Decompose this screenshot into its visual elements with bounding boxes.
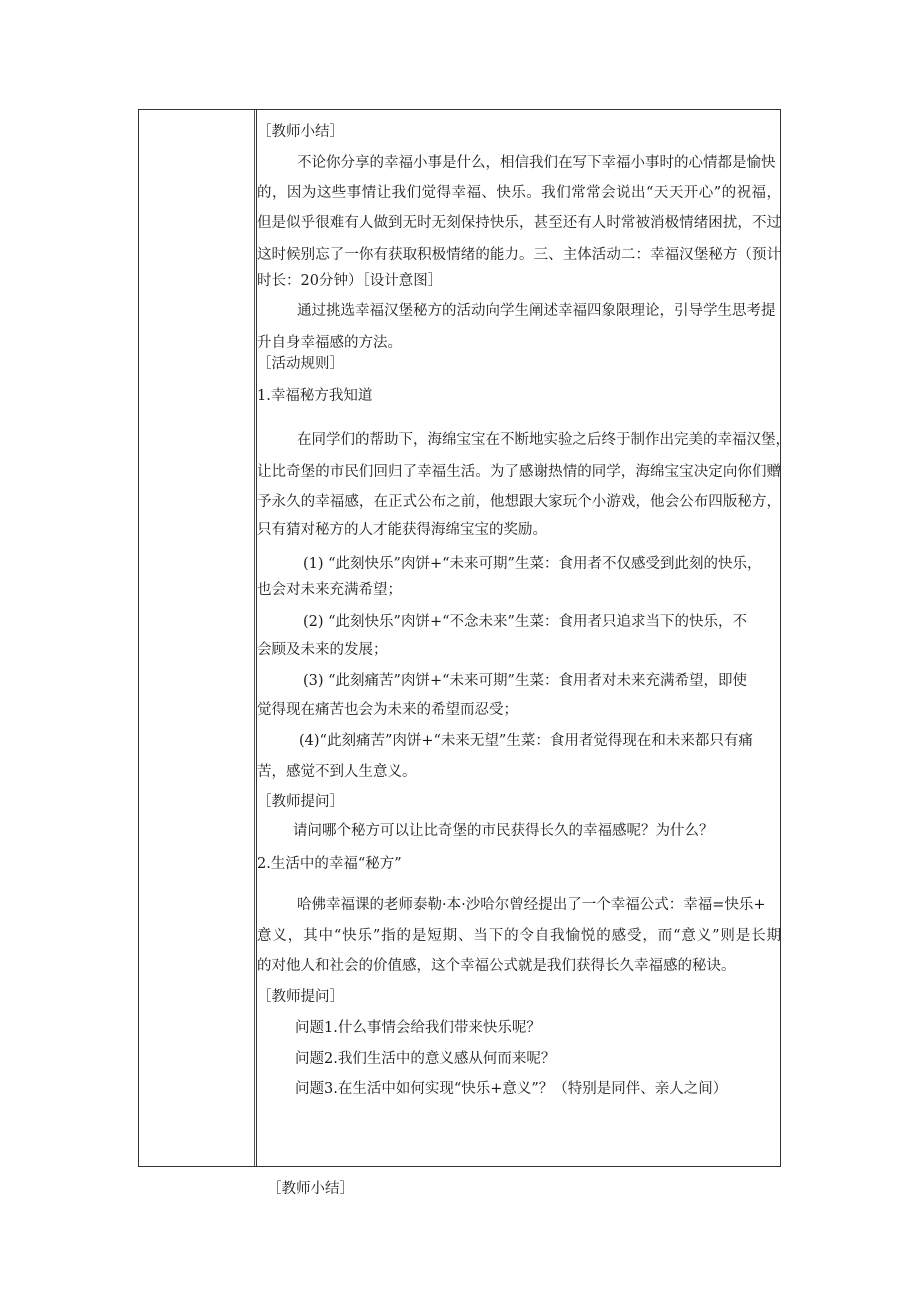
paragraph-line: 只有猜对秘方的人才能获得海绵宝宝的奖励。 [257, 522, 547, 538]
subsection-heading: 1.幸福秘方我知道 [257, 388, 373, 404]
subsection-heading: 2.生活中的幸福“秘方” [257, 856, 402, 872]
option-line: (3) “此刻痛苦”肉饼+“未来可期”生菜：食用者对未来充满希望，即使 [303, 673, 747, 689]
paragraph-line: 的，因为这些事情让我们觉得幸福、快乐。我们常常会说出“天天开心”的祝福， [257, 185, 781, 201]
option-line: 苦，感觉不到人生意义。 [257, 764, 417, 780]
paragraph-line: 予永久的幸福感，在正式公布之前，他想跟大家玩个小游戏，他会公布四版秘方， [257, 494, 781, 510]
question-line: 问题1.什么事情会给我们带来快乐呢？ [295, 1020, 541, 1036]
column-divider-inner [254, 110, 255, 1166]
question-line: 问题3.在生活中如何实现“快乐+意义”？（特别是同伴、亲人之间） [295, 1081, 728, 1097]
paragraph-line: 在同学们的帮助下，海绵宝宝在不断地实验之后终于制作出完美的幸福汉堡， [297, 432, 790, 448]
paragraph-line: 的对他人和社会的价值感，这个幸福公式就是我们获得长久幸福感的秘诀。 [257, 958, 736, 974]
lesson-table [138, 109, 781, 1167]
option-line: 也会对未来充满希望； [257, 582, 402, 598]
section-heading-teacher-question: ［教师提问］ [257, 989, 344, 1005]
section-heading-activity-rules: ［活动规则］ [257, 356, 344, 372]
paragraph-line: 但是似乎很难有人做到无时无刻保持快乐，甚至还有人时常被消极情绪困扰，不过 [257, 215, 781, 231]
paragraph-line: 升自身幸福感的方法。 [257, 335, 402, 351]
option-line: 觉得现在痛苦也会为未来的希望而忍受； [257, 702, 518, 718]
question-line: 问题2.我们生活中的意义感从何而来呢？ [295, 1051, 556, 1067]
section-heading-teacher-summary: ［教师小结］ [257, 124, 344, 140]
option-line: (1) “此刻快乐”肉饼+“未来可期”生菜：食用者不仅感受到此刻的快乐， [303, 556, 762, 572]
paragraph-line: 让比奇堡的市民们回归了幸福生活。为了感谢热情的同学，海绵宝宝决定向你们赠 [257, 464, 781, 480]
section-heading-teacher-question: ［教师提问］ [257, 794, 344, 810]
column-divider [256, 110, 257, 1166]
paragraph-line: 意义，其中“快乐”指的是短期、当下的令自我愉悦的感受，而“意义”则是长期 [257, 928, 781, 944]
option-line: (2) “此刻快乐”肉饼+“不念未来”生菜：食用者只追求当下的快乐，不 [303, 614, 747, 630]
paragraph-line: 通过挑选幸福汉堡秘方的活动向学生阐述幸福四象限理论，引导学生思考提 [297, 303, 776, 319]
paragraph-line: 请问哪个秘方可以让比奇堡的市民获得长久的幸福感呢？为什么？ [293, 823, 714, 839]
paragraph-line: 这时候别忘了一你有获取积极情绪的能力。三、主体活动二：幸福汉堡秘方（预计 [257, 247, 781, 263]
paragraph-line: 时长：20分钟）［设计意图］ [257, 273, 443, 289]
option-line: 会顾及未来的发展； [257, 642, 388, 658]
paragraph-line: 哈佛幸福课的老师泰勒·本·沙哈尔曾经提出了一个幸福公式：幸福=快乐+ [297, 897, 766, 913]
paragraph-line: 不论你分享的幸福小事是什么，相信我们在写下幸福小事时的心情都是愉快 [297, 155, 776, 171]
footer-heading-teacher-summary: ［教师小结］ [267, 1181, 354, 1197]
option-line: (4)“此刻痛苦”肉饼+“未来无望”生菜：食用者觉得现在和未来都只有痛 [299, 733, 753, 749]
